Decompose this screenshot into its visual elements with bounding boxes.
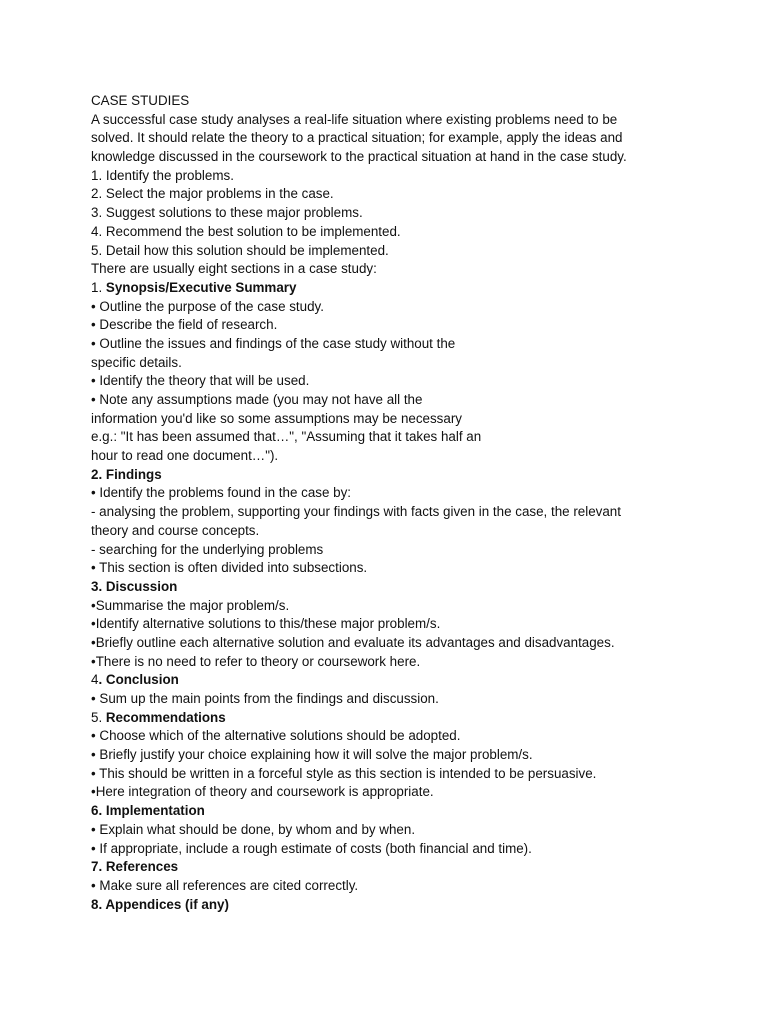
bullet-item: • Identify the problems found in the case by: <box>91 485 352 501</box>
section-number: 2 <box>91 466 99 482</box>
section-heading: 7. References <box>91 859 179 875</box>
bullet-item: • Outline the issues and findings of the case study without the <box>91 335 456 351</box>
bullet-continuation: specific details. <box>91 354 182 370</box>
step-item: 4. Recommend the best solution to be implemented. <box>91 223 401 239</box>
intro-line: A successful case study analyses a real-life situation where existing problems need to be <box>91 111 618 127</box>
section-heading: 8. Appendices (if any) <box>91 896 229 912</box>
bullet-continuation: hour to read one document…"). <box>91 448 279 464</box>
step-item: 1. Identify the problems. <box>91 167 234 183</box>
bullet-continuation: e.g.: "It has been assumed that…", "Assuming that it takes half an <box>91 429 482 445</box>
section-heading <box>91 279 691 298</box>
bullet-item: •Here integration of theory and coursework is appropriate. <box>91 784 434 800</box>
step-item: 3. Suggest solutions to these major problems. <box>91 205 363 221</box>
bullet-item: •Identify alternative solutions to this/these major problem/s. <box>91 616 441 632</box>
bullet-continuation: information you'd like so some assumptions may be necessary <box>91 410 462 426</box>
section-recommendations <box>91 709 691 802</box>
bullet-item: • This should be written in a forceful style as this section is intended to be persuasive. <box>91 765 597 781</box>
bullet-item: •Briefly outline each alternative solution and evaluate its advantages and disadvantages. <box>91 634 615 650</box>
section-title: Recommendations <box>105 709 226 725</box>
step-item: 2. Select the major problems in the case. <box>91 186 334 202</box>
sub-item: - searching for the underlying problems <box>91 541 324 557</box>
bullet-item: • Sum up the main points from the findings and discussion. <box>91 691 439 706</box>
sub-item-continuation: theory and course concepts. <box>91 522 260 538</box>
intro-line: knowledge discussed in the coursework to the practical situation at hand in the case study. <box>91 149 627 165</box>
bullet-item: • This section is often divided into subsections. <box>91 560 368 576</box>
steps-list <box>91 167 691 260</box>
intro-paragraph <box>91 111 691 167</box>
bullet-item: • If appropriate, include a rough estimate of costs (both financial and time). <box>91 840 532 856</box>
section-references <box>91 858 691 895</box>
document-page <box>91 92 691 914</box>
section-discussion <box>91 578 691 671</box>
bullet-item: • Briefly justify your choice explaining how it will solve the major problem/s. <box>91 747 533 763</box>
sub-item: - analysing the problem, supporting your findings with facts given in the case, the relevant <box>91 504 621 520</box>
section-synopsis <box>91 279 691 466</box>
section-heading <box>91 709 691 728</box>
section-number: 5. <box>91 709 106 725</box>
step-item: 5. Detail how this solution should be implemented. <box>91 242 389 258</box>
bullet-item: • Describe the field of research. <box>91 317 278 333</box>
section-title: . Conclusion <box>98 672 179 688</box>
document-title: CASE STUDIES <box>91 93 190 108</box>
section-number: 4 <box>91 672 99 688</box>
section-title: . Findings <box>98 466 162 482</box>
intro-line: solved. It should relate the theory to a practical situation; for example, apply the ideas and <box>91 130 623 146</box>
section-conclusion <box>91 671 691 708</box>
bullet-item: • Note any assumptions made (you may not have all the <box>91 392 423 407</box>
section-number: 1. <box>91 279 106 295</box>
sections-intro: There are usually eight sections in a case study: <box>91 261 377 277</box>
section-implementation <box>91 802 691 858</box>
bullet-item: •Summarise the major problem/s. <box>91 597 290 613</box>
bullet-item: • Explain what should be done, by whom and by when. <box>91 821 416 837</box>
section-heading: 3. Discussion <box>91 578 178 594</box>
section-appendices <box>91 896 691 915</box>
bullet-item: • Outline the purpose of the case study. <box>91 298 324 314</box>
bullet-item: • Choose which of the alternative solutions should be adopted. <box>91 728 461 744</box>
section-title: Synopsis/Executive Summary <box>105 279 297 295</box>
section-heading <box>91 671 691 690</box>
bullet-item: • Make sure all references are cited correctly. <box>91 877 359 893</box>
bullet-item: •There is no need to refer to theory or coursework here. <box>91 653 421 669</box>
section-findings <box>91 466 691 578</box>
section-heading <box>91 466 691 485</box>
section-heading: 6. Implementation <box>91 803 205 819</box>
bullet-item: • Identify the theory that will be used. <box>91 373 310 389</box>
